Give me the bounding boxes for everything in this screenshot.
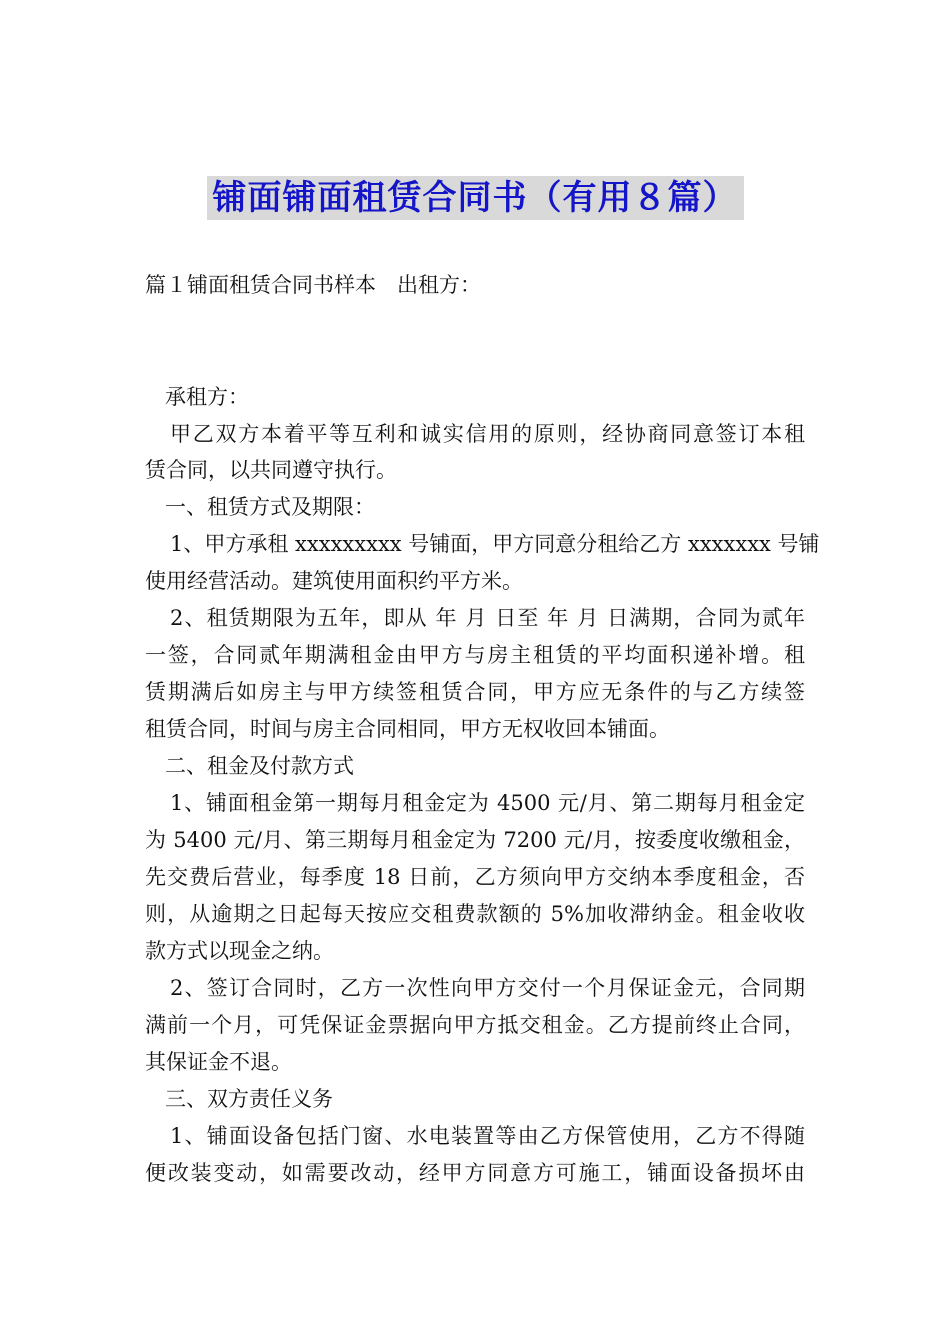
paragraph-line: 赁合同，以共同遵守执行。 — [145, 458, 397, 482]
paragraph-line: 甲乙双方本着平等互利和诚实信用的原则，经协商同意签订本租 — [170, 422, 805, 446]
paragraph-line: 满前一个月，可凭保证金票据向甲方抵交租金。乙方提前终止合同， — [145, 1013, 805, 1037]
paragraph-line: 1、铺面租金第一期每月租金定为 4500 元/月、第二期每月租金定 — [170, 791, 805, 815]
paragraph-line: 便改装变动，如需要改动，经甲方同意方可施工，铺面设备损坏由 — [145, 1161, 805, 1185]
paragraph-line: 二、租金及付款方式 — [165, 754, 354, 778]
paragraph-line: 为 5400 元/月、第三期每月租金定为 7200 元/月，按委度收缴租金， — [145, 828, 805, 852]
paragraph-line: 1、铺面设备包括门窗、水电装置等由乙方保管使用，乙方不得随 — [170, 1124, 805, 1148]
paragraph-line: 2、签订合同时，乙方一次性向甲方交付一个月保证金元，合同期 — [170, 976, 805, 1000]
paragraph-line: 则，从逾期之日起每天按应交租费款额的 5%加收滞纳金。租金收收 — [145, 902, 805, 926]
paragraph-line: 款方式以现金之纳。 — [145, 939, 334, 963]
paragraph-line: 承租方： — [165, 385, 249, 409]
paragraph-line: 先交费后营业，每季度 18 日前，乙方须向甲方交纳本季度租金，否 — [145, 865, 805, 889]
paragraph-line: 1、甲方承租 xxxxxxxxx 号铺面，甲方同意分租给乙方 xxxxxxx 号铺 — [170, 532, 820, 556]
paragraph-line: 三、双方责任义务 — [165, 1087, 333, 1111]
paragraph-line: 2、租赁期限为五年，即从 年 月 日至 年 月 日满期，合同为贰年 — [170, 606, 805, 630]
paragraph-line: 一、租赁方式及期限： — [165, 495, 375, 519]
section-heading: 篇１铺面租赁合同书样本 出租方： — [145, 273, 481, 297]
paragraph-line: 使用经营活动。建筑使用面积约平方米。 — [145, 569, 523, 593]
document-title: 铺面铺面租赁合同书（有用８篇） — [207, 176, 744, 220]
paragraph-line: 赁期满后如房主与甲方续签租赁合同，甲方应无条件的与乙方续签 — [145, 680, 805, 704]
paragraph-line: 一签，合同贰年期满租金由甲方与房主租赁的平均面积递补增。租 — [145, 643, 805, 667]
paragraph-line: 租赁合同，时间与房主合同相同，甲方无权收回本铺面。 — [145, 717, 670, 741]
paragraph-line: 其保证金不退。 — [145, 1050, 292, 1074]
title-container — [0, 176, 950, 220]
